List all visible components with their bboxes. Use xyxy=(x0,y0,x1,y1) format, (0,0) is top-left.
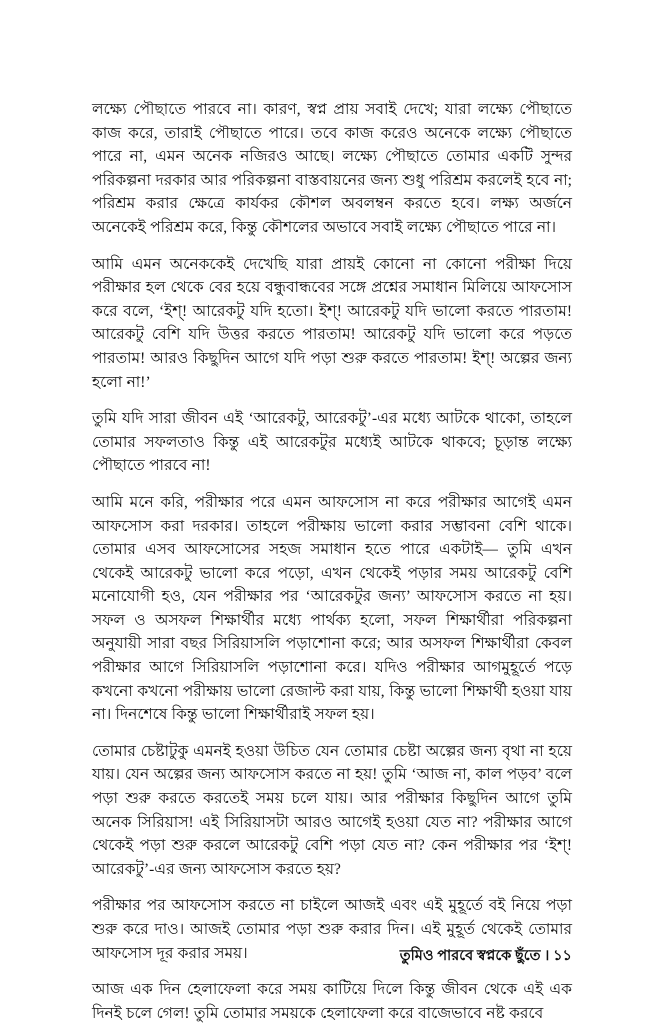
body-paragraph-1: লক্ষ্যে পৌছাতে পারবে না। কারণ, স্বপ্ন প্রায় সবাই দেখে; যারা লক্ষ্যে পৌছাতে কাজ করে, তারাই পৌছাতে পারে। তবে কাজ করেও অনেকে লক্ষ্যে পৌছাতে পারে না, এমন অনেক নজিরও আছে। লক্ষ্যে পৌছাতে তোমার একটি সুন্দর পরিকল্পনা দরকার আর পরিকল্পনা বাস্তবায়নের জন্য শুধু পরিশ্রম করলেই হবে না; পরিশ্রম করার ক্ষেত্রে কার্যকর কৌশল অবলম্বন করতে হবে। লক্ষ্য অর্জনে অনেকেই পরিশ্রম করে, কিন্তু কৌশলের অভাবে সবাই লক্ষ্যে পৌছাতে পারে না। xyxy=(92,101,572,236)
body-paragraph-6: পরীক্ষার পর আফসোস করতে না চাইলে আজই এবং এই মুহূর্তে বই নিয়ে পড়া শুরু করে দাও। আজই তোমার পড়া শুরু করার দিন। এই মুহূর্ত থেকেই তোমার আফসোস দূর করার সময়। xyxy=(92,897,572,962)
body-paragraph-2: আমি এমন অনেককেই দেখেছি যারা প্রায়ই কোনো না কোনো পরীক্ষা দিয়ে পরীক্ষার হল থেকে বের হয়ে বন্ধুবান্ধবের সঙ্গে প্রশ্নের সমাধান মিলিয়ে আফসোস করে বলে, ‘ইশ্! আরেকটু যদি হতো। ইশ্! আরেকটু যদি ভালো করতে পারতাম! আরেকটু বেশি যদি উত্তর করতে পারতাম! আরেকটু যদি ভালো করে পড়তে পারতাম! আরও কিছুদিন আগে যদি পড়া শুরু করতে পারতাম! ইশ্! অল্পের জন্য হলো না!’ xyxy=(92,255,572,391)
page-footer: তুমিও পারবে স্বপ্নকে ছুঁতে । ১১ xyxy=(399,948,572,964)
body-paragraph-7: আজ এক দিন হেলাফেলা করে সময় কাটিয়ে দিলে কিন্তু জীবন থেকে এই এক দিনই চলে গেল! তুমি তোমার সময়কে হেলাফেলা করে বাজেভাবে নষ্ট করবে xyxy=(92,981,572,1022)
page-text-column xyxy=(92,98,572,1024)
body-paragraph-5: তোমার চেষ্টাটুকু এমনই হওয়া উচিত যেন তোমার চেষ্টা অল্পের জন্য বৃথা না হয়ে যায়। যেন অল্পের জন্য আফসোস করতে না হয়! তুমি ‘আজ না, কাল পড়ব’ বলে পড়া শুরু করতে করতেই সময় চলে যায়। আর পরীক্ষার কিছুদিন আগে তুমি অনেক সিরিয়াস! এই সিরিয়াসটা আরও আগেই হওয়া যেত না? পরীক্ষার আগে থেকেই পড়া শুরু করলে আরেকটু বেশি পড়া যেত না? কেন পরীক্ষার পর ‘ইশ্! আরেকটু’-এর জন্য আফসোস করতে হয়? xyxy=(92,742,572,878)
body-paragraph-4: আমি মনে করি, পরীক্ষার পরে এমন আফসোস না করে পরীক্ষার আগেই এমন আফসোস করা দরকার। তাহলে পরীক্ষায় ভালো করার সম্ভাবনা বেশি থাকে। তোমার এসব আফসোসের সহজ সমাধান হতে পারে একটাই— তুমি এখন থেকেই আরেকটু ভালো করে পড়ো, এখন থেকেই পড়ার সময় আরেকটু বেশি মনোযোগী হও, যেন পরীক্ষার পর ‘আরেকটুর জন্য’ আফসোস করতে না হয়। সফল ও অসফল শিক্ষার্থীর মধ্যে পার্থক্য হলো, সফল শিক্ষার্থীরা পরিকল্পনা অনুযায়ী সারা বছর সিরিয়াসলি পড়াশোনা করে; আর অসফল শিক্ষার্থীরা কেবল পরীক্ষার আগে সিরিয়াসলি পড়াশোনা করে। যদিও পরীক্ষার আগমুহূর্তে পড়ে কখনো কখনো পরীক্ষায় ভালো রেজাল্ট করা যায়, কিন্তু ভালো শিক্ষার্থী হওয়া যায় না। দিনশেষে কিন্তু ভালো শিক্ষার্থীরাই সফল হয়। xyxy=(92,493,572,724)
body-paragraph-3: তুমি যদি সারা জীবন এই ‘আরেকটু, আরেকটু’-এর মধ্যে আটকে থাকো, তাহলে তোমার সফলতাও কিন্তু এই আরেকটুর মধ্যেই আটকে থাকবে; চূড়ান্ত লক্ষ্যে পৌছাতে পারবে না! xyxy=(92,410,572,475)
